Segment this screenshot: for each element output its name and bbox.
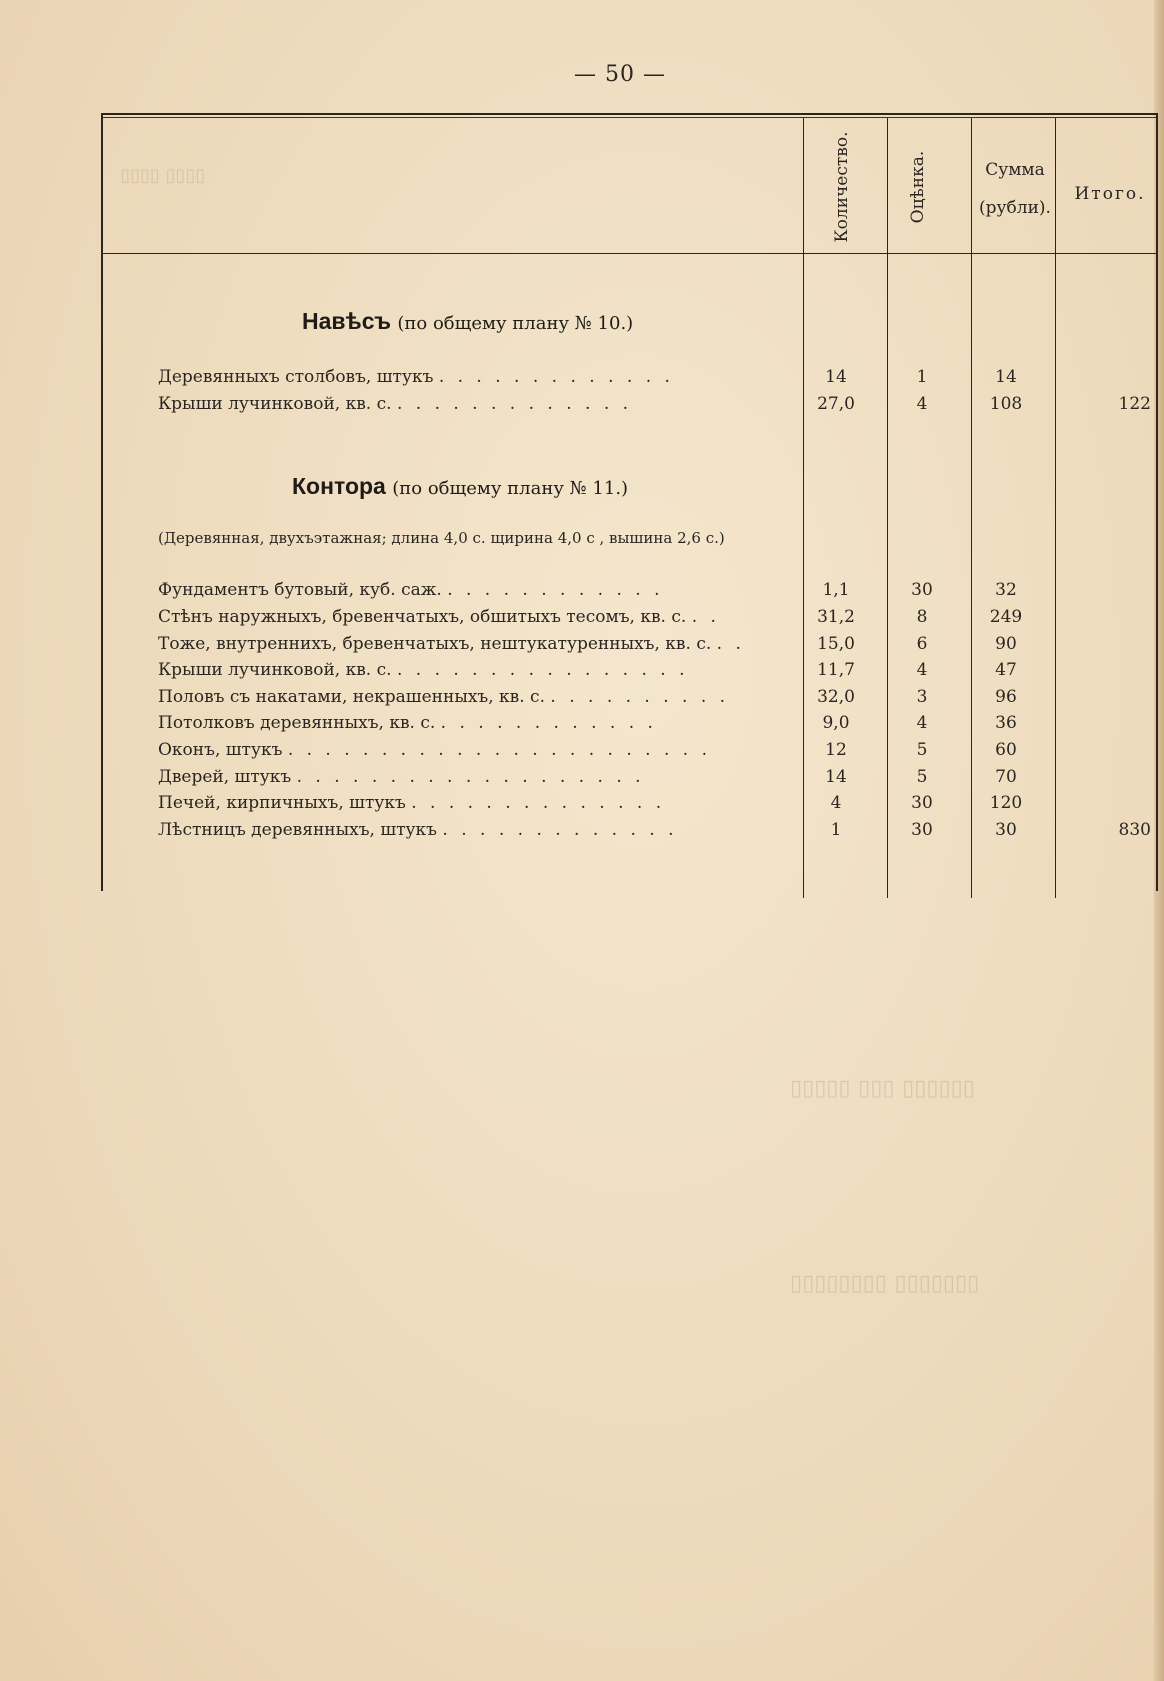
table-row (158, 580, 1158, 606)
table-row (158, 713, 1158, 739)
section-title-kontora (292, 473, 628, 500)
table-row (158, 660, 1158, 686)
table-row (158, 687, 1158, 713)
table-row (158, 394, 1158, 420)
row-sum: 30 (995, 820, 1017, 840)
header-total: Итого. (1074, 184, 1146, 204)
header-sum-line1: Сумма (985, 160, 1045, 180)
row-label: Дверей, штукъ . . . . . . . . . . . . . . . . . . . (158, 767, 645, 787)
table-top-rule (101, 113, 1157, 115)
table-row (158, 820, 1158, 846)
row-label: Печей, кирпичныхъ, штукъ . . . . . . . . . . . . . . (158, 793, 666, 813)
row-sum: 32 (995, 580, 1017, 600)
row-qty: 1,1 (822, 580, 850, 600)
row-label: Оконъ, штукъ . . . . . . . . . . . . . . . . . . . . . . . (158, 740, 711, 760)
row-label: Потолковъ деревянныхъ, кв. с. . . . . . . . . . . . . (158, 713, 657, 733)
row-rate: 30 (911, 580, 933, 600)
row-rate: 4 (916, 394, 928, 414)
row-total: 122 (1118, 394, 1151, 414)
row-qty: 14 (825, 767, 847, 787)
row-rate: 4 (916, 660, 928, 680)
row-sum: 249 (989, 607, 1023, 627)
row-qty: 15,0 (817, 634, 855, 654)
section-title-text: Навѣсъ (302, 308, 391, 334)
row-qty: 14 (825, 367, 847, 387)
row-label: Половъ съ накатами, некрашенныхъ, кв. с. . . . . . . . . . . (158, 687, 730, 707)
row-rate: 6 (916, 634, 928, 654)
row-label: Стѣнъ наружныхъ, бревенчатыхъ, обшитыхъ тесомъ, кв. с. . . (158, 607, 720, 627)
row-sum: 60 (995, 740, 1017, 760)
row-sum: 36 (995, 713, 1017, 733)
table-row (158, 607, 1158, 633)
section-note: (Деревянная, двухъэтажная; длина 4,0 с. щирина 4,0 с , вышина 2,6 с.) (158, 529, 725, 547)
section-title-naves (302, 308, 633, 335)
row-label: Деревянныхъ столбовъ, штукъ . . . . . . . . . . . . . (158, 367, 674, 387)
row-rate: 5 (916, 767, 928, 787)
row-qty: 12 (825, 740, 847, 760)
table-row (158, 793, 1158, 819)
row-qty: 4 (830, 793, 842, 813)
row-label: Тоже, внутреннихъ, бревенчатыхъ, нештукатуренныхъ, кв. с. . . (158, 634, 745, 654)
row-sum: 96 (995, 687, 1017, 707)
row-label: Крыши лучинковой, кв. с. . . . . . . . . . . . . . . . . (158, 660, 689, 680)
row-qty: 11,7 (817, 660, 855, 680)
row-rate: 30 (911, 820, 933, 840)
row-label: Крыши лучинковой, кв. с. . . . . . . . . . . . . . (158, 394, 633, 414)
table-top-rule-inner (101, 117, 1157, 118)
table-header-rule (101, 253, 1157, 254)
table-left-border (101, 113, 103, 891)
table-row (158, 767, 1158, 793)
section-subtitle: (по общему плану № 11.) (392, 478, 629, 499)
row-rate: 8 (916, 607, 928, 627)
header-rate: Оцѣнка. (908, 150, 928, 224)
table-row (158, 367, 1158, 393)
row-sum: 47 (995, 660, 1017, 680)
row-sum: 70 (995, 767, 1017, 787)
header-quantity: Количество. (832, 131, 852, 243)
row-sum: 90 (995, 634, 1017, 654)
row-sum: 108 (989, 394, 1023, 414)
row-rate: 3 (916, 687, 928, 707)
row-rate: 1 (916, 367, 928, 387)
row-sum: 120 (989, 793, 1023, 813)
row-label: Фундаментъ бутовый, куб. саж. . . . . . . . . . . . . (158, 580, 664, 600)
row-qty: 32,0 (817, 687, 855, 707)
row-qty: 1 (830, 820, 842, 840)
header-sum-line2: (рубли). (979, 198, 1051, 218)
page-number: — 50 — (574, 62, 666, 87)
section-title-text: Контора (292, 473, 386, 499)
table-row (158, 740, 1158, 766)
row-rate: 5 (916, 740, 928, 760)
row-rate: 4 (916, 713, 928, 733)
row-label: Лѣстницъ деревянныхъ, штукъ . . . . . . . . . . . . . (158, 820, 678, 840)
row-rate: 30 (911, 793, 933, 813)
row-total: 830 (1118, 820, 1151, 840)
section-subtitle: (по общему плану № 10.) (397, 313, 634, 334)
table-row (158, 634, 1158, 660)
row-qty: 31,2 (817, 607, 855, 627)
row-qty: 9,0 (822, 713, 850, 733)
row-qty: 27,0 (817, 394, 855, 414)
row-sum: 14 (995, 367, 1017, 387)
